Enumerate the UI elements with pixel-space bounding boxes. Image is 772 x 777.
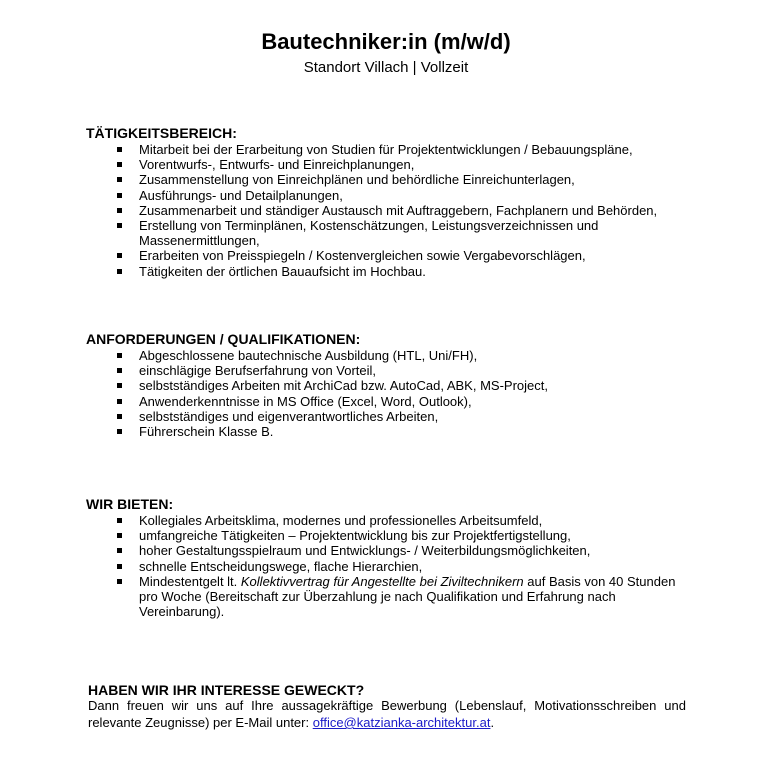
salary-suffix: auf Basis von 40 Stunden pro Woche (Bereitschaft zur Überzahlung je nach Qualifikation und Erfahrung nach Vereinbarung). <box>139 573 676 620</box>
list-item <box>0 394 772 409</box>
bullet-icon <box>117 223 122 228</box>
application-text-end: . <box>490 715 495 730</box>
list-item-text: einschlägige Berufserfahrung von Vorteil, <box>139 363 377 379</box>
list-item <box>0 378 772 393</box>
list-item-text: umfangreiche Tätigkeiten – Projektentwicklung bis zur Projektfertigstellung, <box>139 528 571 544</box>
bullet-icon <box>117 147 122 152</box>
list-item-text: Erarbeiten von Preisspiegeln / Kostenvergleichen sowie Vergabevorschlägen, <box>139 248 586 264</box>
list-item <box>0 248 772 263</box>
list-item-text: Zusammenarbeit und ständiger Austausch mit Auftraggebern, Fachplanern und Behörden, <box>139 202 658 218</box>
bullet-icon <box>117 368 122 373</box>
list-item-text: selbstständiges und eigenverantwortliches Arbeiten, <box>139 408 439 424</box>
bullet-icon <box>117 353 122 358</box>
list-item <box>0 424 772 439</box>
list-item-text: Abgeschlossene bautechnische Ausbildung (HTL, Uni/FH), <box>139 348 478 363</box>
section-heading: ANFORDERUNGEN / QUALIFIKATIONEN: <box>86 331 361 347</box>
bullet-icon <box>117 383 122 388</box>
list-item <box>0 188 772 203</box>
list-item-text: Tätigkeiten der örtlichen Bauaufsicht im Hochbau. <box>139 263 426 279</box>
bullet-icon <box>117 208 122 213</box>
bullet-icon <box>117 518 122 523</box>
bullet-icon <box>117 533 122 538</box>
section-heading: HABEN WIR IHR INTERESSE GEWECKT? <box>88 682 365 698</box>
bullet-icon <box>117 399 122 404</box>
bullet-icon <box>117 429 122 434</box>
list-item-text: Führerschein Klasse B. <box>139 424 274 440</box>
bullet-icon <box>117 564 122 569</box>
list-item <box>0 543 772 558</box>
list-item-text: selbstständiges Arbeiten mit ArchiCad bzw. AutoCad, ABK, MS-Project, <box>139 378 548 394</box>
list-item-text: Erstellung von Terminplänen, Kostenschätzungen, Leistungsverzeichnissen und Massenermittlungen, <box>139 218 599 249</box>
anforderungen-list <box>0 348 772 439</box>
taetigkeit-list <box>0 142 772 279</box>
bullet-icon <box>117 162 122 167</box>
list-item <box>0 574 772 620</box>
collective-agreement-name: Kollektivvertrag für Angestellte bei Ziviltechnikern <box>240 573 524 589</box>
list-item <box>0 559 772 574</box>
list-item-text: Mitarbeit bei der Erarbeitung von Studien für Projektentwicklungen / Bebauungspläne, <box>139 142 633 157</box>
list-item <box>0 218 772 248</box>
bullet-icon <box>117 414 122 419</box>
list-item <box>0 363 772 378</box>
list-item <box>0 513 772 528</box>
list-item-text: Zusammenstellung von Einreichplänen und behördliche Einreichunterlagen, <box>139 172 575 188</box>
email-link[interactable]: office@katzianka-architektur.at <box>312 715 491 730</box>
list-item <box>0 142 772 157</box>
list-item-text: Vorentwurfs-, Entwurfs- und Einreichplanungen, <box>139 157 415 173</box>
section-wir-bieten <box>0 496 772 619</box>
list-item <box>0 409 772 424</box>
bullet-icon <box>117 579 122 584</box>
list-item-text: Ausführungs- und Detailplanungen, <box>139 187 343 203</box>
job-subtitle: Standort Villach | Vollzeit <box>303 59 469 76</box>
job-title: Bautechniker:in (m/w/d) <box>261 29 511 54</box>
bullet-icon <box>117 193 122 198</box>
list-item <box>0 203 772 218</box>
bieten-list <box>0 513 772 619</box>
bullet-icon <box>117 548 122 553</box>
list-item-text: Anwenderkenntnisse in MS Office (Excel, Word, Outlook), <box>139 393 472 409</box>
application-text <box>88 697 686 731</box>
section-heading: WIR BIETEN: <box>86 496 174 512</box>
section-anforderungen <box>0 331 772 439</box>
list-item-text: Kollegiales Arbeitsklima, modernes und professionelles Arbeitsumfeld, <box>139 513 543 528</box>
section-heading: TÄTIGKEITSBEREICH: <box>86 125 237 141</box>
application-text-body: Dann freuen wir uns auf Ihre aussagekräftige Bewerbung (Lebenslauf, Motivationsschreiben und relevante Zeugnisse) per E-Mail unter: <box>88 698 686 730</box>
salary-prefix: Mindestentgelt lt. <box>139 573 241 589</box>
bullet-icon <box>117 177 122 182</box>
list-item-text: schnelle Entscheidungswege, flache Hierarchien, <box>139 558 423 574</box>
list-item <box>0 528 772 543</box>
list-item-text: hoher Gestaltungsspielraum und Entwicklungs- / Weiterbildungsmöglichkeiten, <box>139 543 591 559</box>
section-taetigkeitsbereich <box>0 125 772 279</box>
bullet-icon <box>117 253 122 258</box>
list-item <box>0 348 772 363</box>
list-item <box>0 264 772 279</box>
bullet-icon <box>117 269 122 274</box>
list-item <box>0 172 772 187</box>
list-item <box>0 157 772 172</box>
